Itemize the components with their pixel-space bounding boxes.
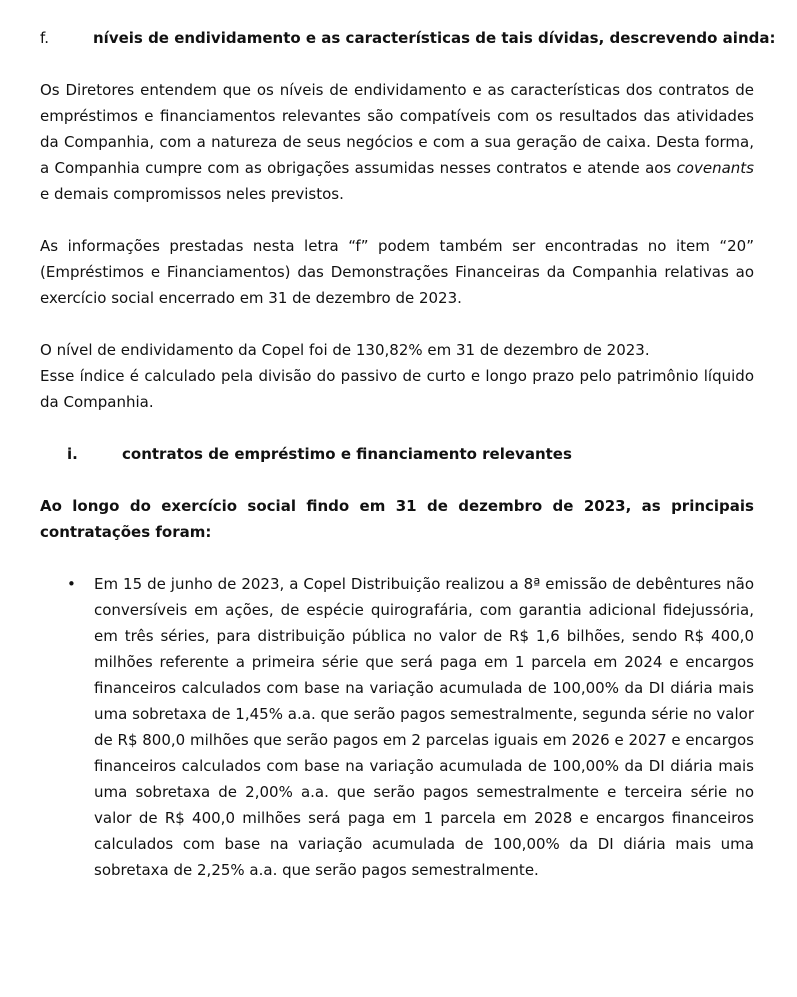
paragraph-main-contracts-intro: Ao longo do exercício social findo em 31 de dezembro de 2023, as principais contratações foram: bbox=[40, 497, 754, 541]
covenants-term: covenants bbox=[676, 159, 754, 177]
debt-index-explanation: Esse índice é calculado pela divisão do passivo de curto e longo prazo pelo patrimônio líquido da Companhia. bbox=[40, 367, 754, 411]
paragraph-reference-item-20: As informações prestadas nesta letra “f” podem também ser encontradas no item “20” (Empréstimos e Financiamentos) das Demonstrações Financeiras da Companhia relativas ao exercício social encerrado em 31 de dezembro de 2023. bbox=[40, 237, 754, 307]
section-i-number: i. bbox=[67, 445, 78, 463]
paragraph-debt-compatibility bbox=[40, 77, 754, 207]
section-f-title: níveis de endividamento e as características de tais dívidas, descrevendo ainda: bbox=[93, 29, 776, 47]
paragraph-debt-level bbox=[40, 337, 754, 415]
debt-level-sentence: O nível de endividamento da Copel foi de 130,82% em 31 de dezembro de 2023. bbox=[40, 341, 650, 359]
bullet-icon: • bbox=[67, 575, 76, 593]
section-f-letter: f. bbox=[40, 29, 49, 47]
paragraph-1-ending: e demais compromissos neles previstos. bbox=[40, 185, 344, 203]
paragraph-1-text: Os Diretores entendem que os níveis de endividamento e as características dos contratos de empréstimos e financiamentos relevantes são compatíveis com os resultados das atividades da Companhia, com a natureza de seus negócios e com a sua geração de caixa. Desta forma, a Companhia cumpre com as obrigações assumidas nesses contratos e atende aos bbox=[40, 81, 754, 177]
section-i-title: contratos de empréstimo e financiamento relevantes bbox=[122, 445, 572, 463]
list-item-text: Em 15 de junho de 2023, a Copel Distribuição realizou a 8ª emissão de debêntures não conversíveis em ações, de espécie quirografária, com garantia adicional fidejussória, em três séries, para distribuição pública no valor de R$ 1,6 bilhões, sendo R$ 400,0 milhões referente a primeira série que será paga em 1 parcela em 2024 e encargos financeiros calculados com base na variação acumulada de 100,00% da DI diária mais uma sobretaxa de 1,45% a.a. que serão pagos semestralmente, segunda série no valor de R$ 800,0 milhões que serão pagos em 2 parcelas iguais em 2026 e 2027 e encargos financeiros calculados com base na variação acumulada de 100,00% da DI diária mais uma sobretaxa de 2,00% a.a. que serão pagos semestralmente e terceira série no valor de R$ 400,0 milhões será paga em 1 parcela em 2028 e encargos financeiros calculados com base na variação acumulada de 100,00% da DI diária mais uma sobretaxa de 2,25% a.a. que serão pagos semestralmente. bbox=[94, 575, 754, 879]
